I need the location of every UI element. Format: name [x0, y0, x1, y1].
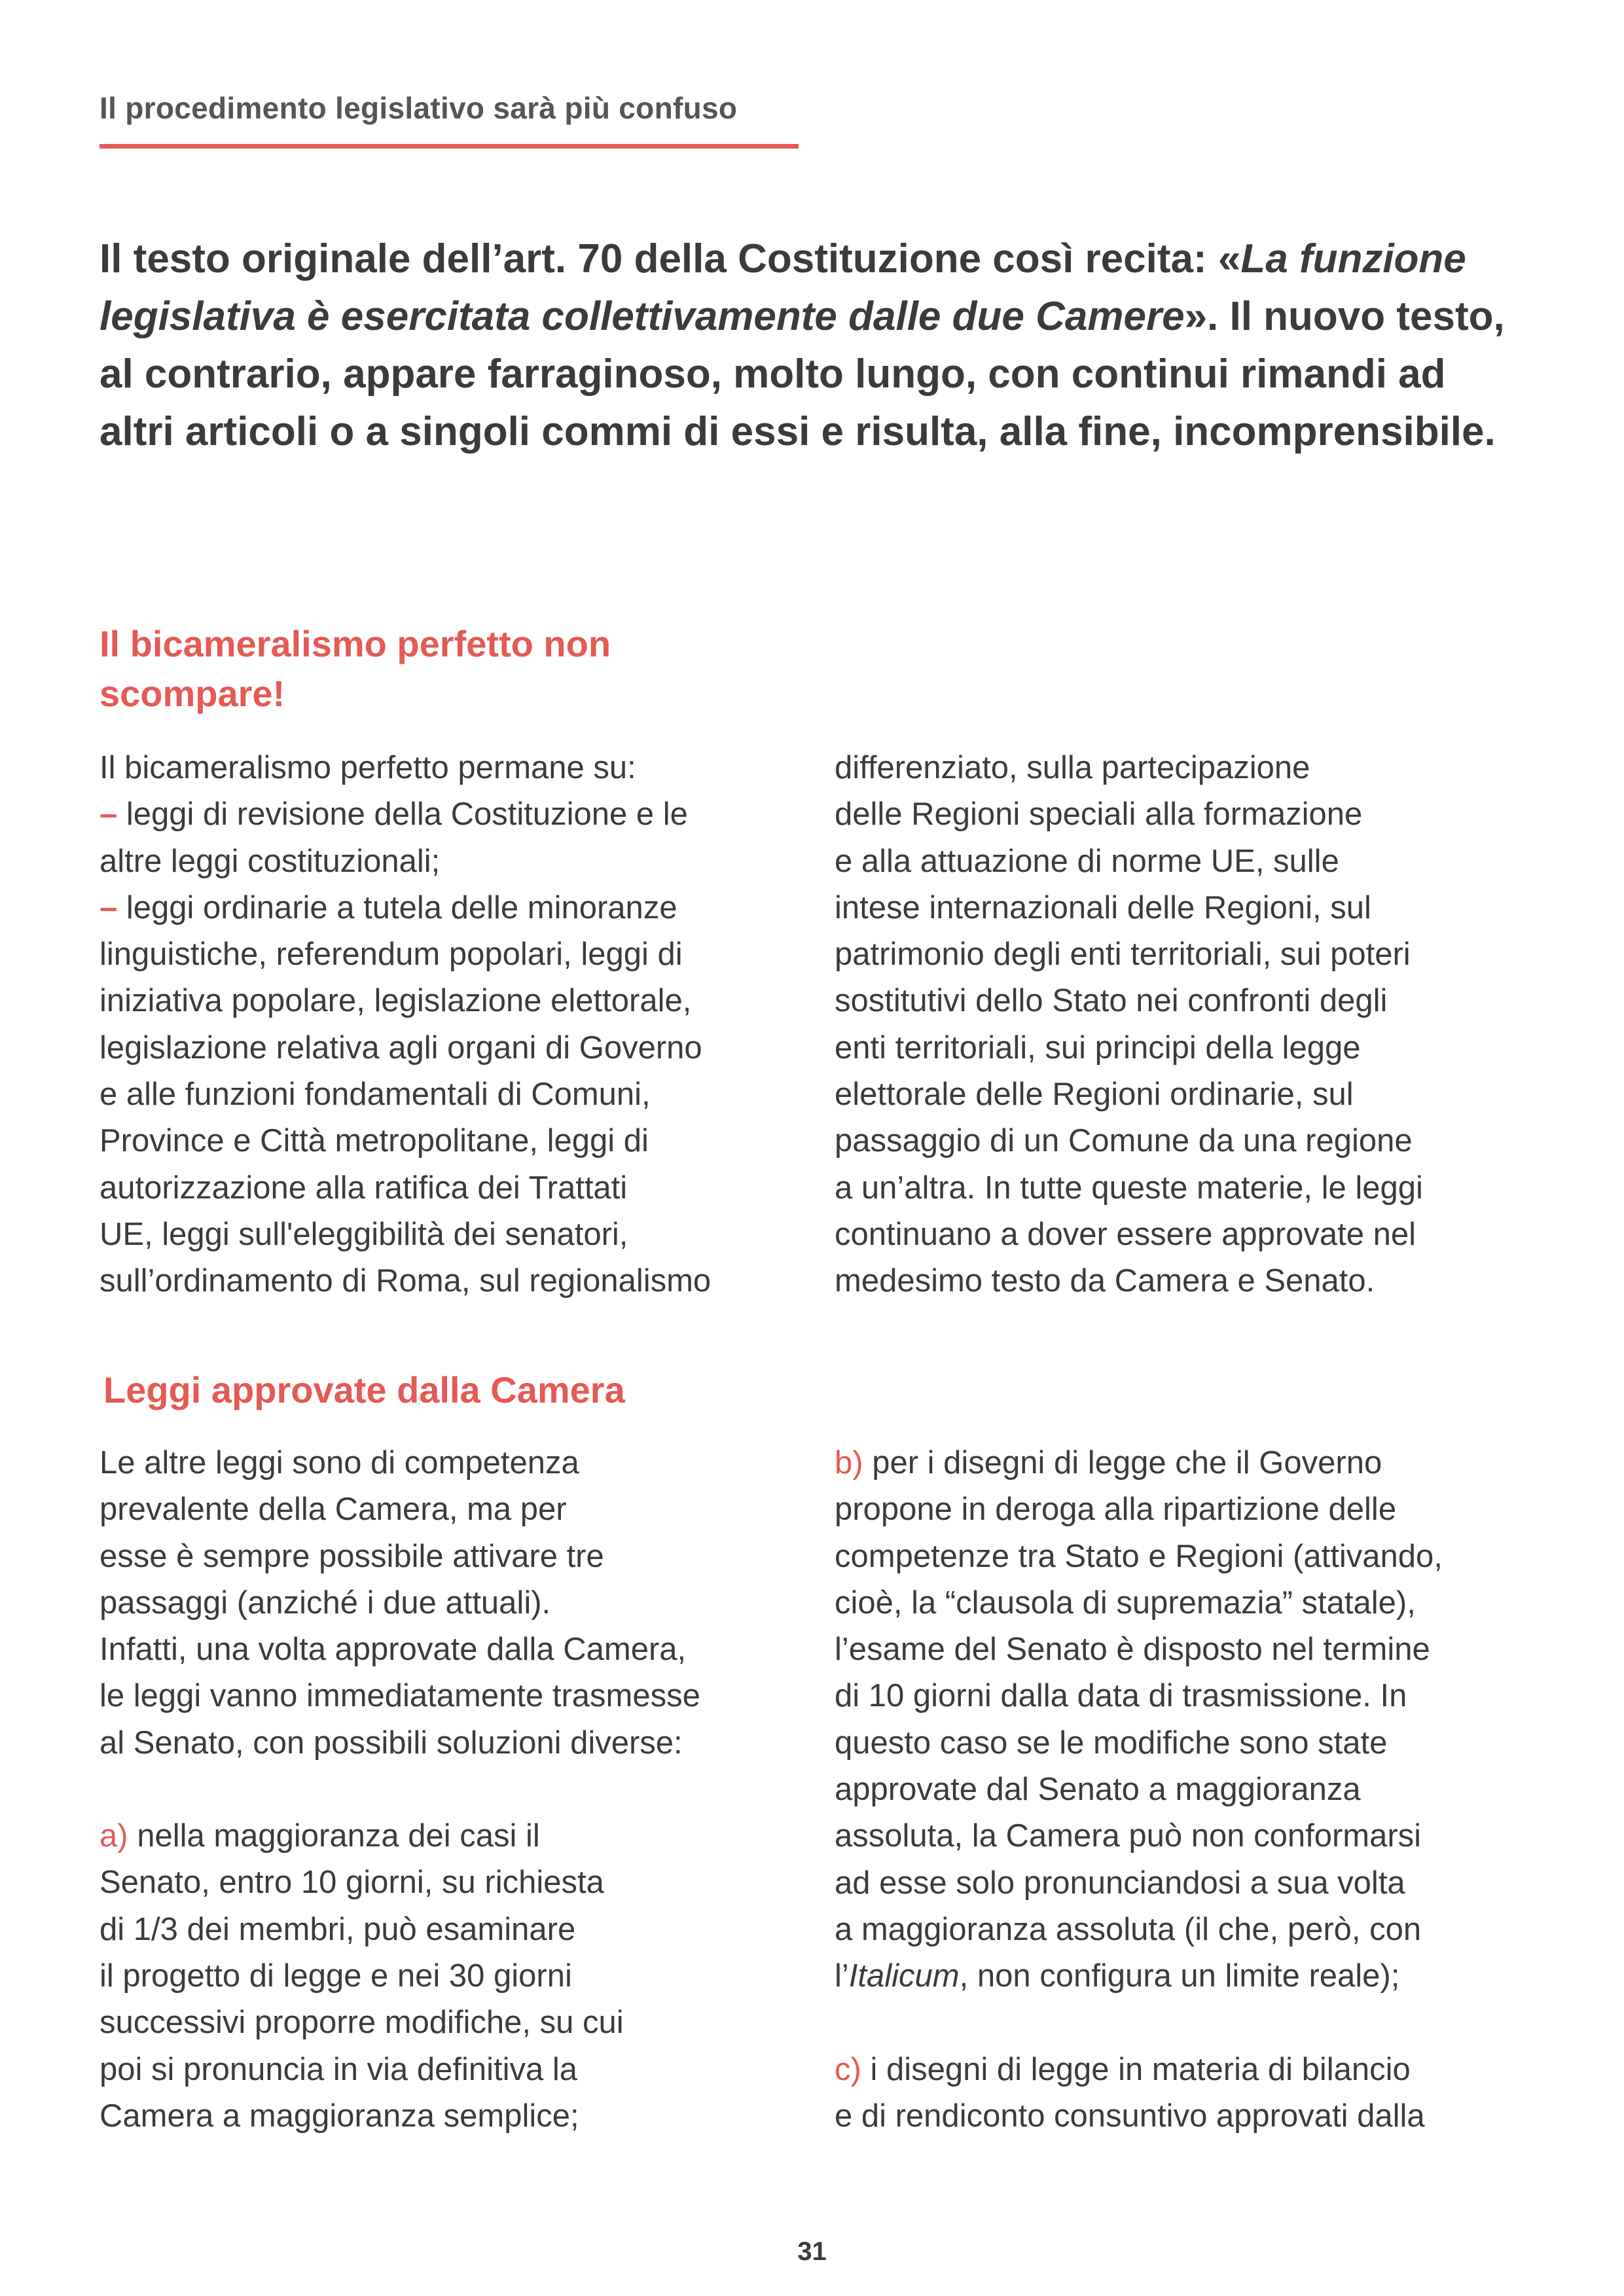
line-text: , non configura un limite reale);	[959, 1958, 1400, 1994]
text-line	[835, 1907, 1443, 1953]
text-line	[99, 1165, 711, 1211]
line-text: a maggioranza assoluta (il che, però, con	[835, 1911, 1422, 1947]
text-line	[835, 1720, 1443, 1767]
line-text: l’	[835, 1958, 849, 1994]
text-line	[99, 1211, 711, 1258]
text-line	[835, 1860, 1443, 1907]
text-line	[99, 978, 711, 1024]
section-title-line: Il bicameralismo perfetto non	[99, 623, 611, 664]
list-dash: –	[99, 797, 118, 833]
line-text: questo caso se le modifiche sono state	[835, 1725, 1388, 1761]
text-line: differenziato, sulla partecipazione	[835, 750, 1310, 785]
line-text: Province e Città metropolitane, leggi di	[99, 1123, 649, 1159]
line-text: ad esse solo pronunciandosi a sua volta	[835, 1865, 1405, 1901]
list-dash: –	[99, 889, 118, 925]
line-text: poi si pronuncia in via definitiva la	[99, 2051, 577, 2087]
text-line	[835, 1767, 1443, 1813]
line-text: leggi ordinarie a tutela delle minoranze	[117, 889, 677, 925]
text-line: Infatti, una volta approvate dalla Camera,	[99, 1632, 687, 1668]
text-line	[835, 1580, 1443, 1626]
text-line	[99, 1118, 711, 1164]
section-title-bicameralismo	[99, 619, 611, 719]
text-line	[835, 1813, 1443, 1859]
text-line	[99, 1813, 700, 1859]
text-line	[99, 1953, 700, 2000]
text-line	[99, 791, 711, 838]
lead-text-2: ». Il nuovo testo, al contrario, appare farraginoso, molto lungo, con continui rimandi ad altri articoli o a singoli commi di essi e risulta, alla fine, incomprensibile.	[99, 294, 1505, 454]
list-marker: c)	[835, 2051, 861, 2087]
line-text: autorizzazione alla ratifica dei Trattati	[99, 1170, 628, 1206]
running-header: Il procedimento legislativo sarà più confuso	[99, 91, 738, 125]
lead-paragraph	[99, 230, 1513, 461]
text-line	[835, 2093, 1443, 2140]
line-text: e di rendiconto consuntivo approvati dalla	[835, 2098, 1425, 2134]
text-line: medesimo testo da Camera e Senato.	[835, 1263, 1375, 1299]
text-line	[99, 931, 711, 978]
paragraph-gap	[99, 1767, 700, 1813]
text-line: le leggi vanno immediatamente trasmesse	[99, 1678, 700, 1714]
list-marker: b)	[835, 1445, 863, 1480]
page-number: 31	[797, 2237, 827, 2266]
list-marker: a)	[99, 1818, 128, 1854]
text-line	[99, 1025, 711, 1071]
line-text: approvate dal Senato a maggioranza	[835, 1772, 1361, 1808]
line-text: l’esame del Senato è disposto nel termine	[835, 1632, 1430, 1668]
bicameralismo-right-column	[835, 745, 1423, 1305]
line-text: leggi di revisione della Costituzione e le	[117, 797, 688, 833]
text-line	[99, 885, 711, 931]
line-text: nella maggioranza dei casi il	[128, 1818, 540, 1854]
lead-quote: La funzione legislativa è esercitata collettivamente dalle due Camere	[99, 236, 1466, 339]
text-line: passaggi (anziché i due attuali).	[99, 1585, 551, 1621]
line-text: legislazione relativa agli organi di Governo	[99, 1030, 702, 1066]
text-line	[835, 1953, 1443, 2000]
line-text: assoluta, la Camera può non conformarsi	[835, 1818, 1422, 1854]
text-line	[835, 1673, 1443, 1719]
text-line	[99, 2093, 700, 2140]
leggi-camera-left-column	[99, 1440, 700, 2140]
paragraph-gap	[835, 2000, 1443, 2047]
text-line: prevalente della Camera, ma per	[99, 1492, 567, 1528]
line-text: successivi proporre modifiche, su cui	[99, 2005, 624, 2041]
line-text: Camera a maggioranza semplice;	[99, 2098, 579, 2134]
line-text: altre leggi costituzionali;	[99, 843, 441, 879]
section-title-leggi-camera: Leggi approvate dalla Camera	[103, 1369, 625, 1410]
line-text: UE, leggi sull'eleggibilità dei senatori,	[99, 1216, 628, 1252]
text-line: elettorale delle Regioni ordinarie, sul	[835, 1077, 1354, 1113]
text-line: intese internazionali delle Regioni, sul	[835, 889, 1371, 925]
bicameralismo-left-column	[99, 745, 711, 1305]
text-line: al Senato, con possibili soluzioni diverse:	[99, 1725, 683, 1761]
text-line: delle Regioni speciali alla formazione	[835, 797, 1363, 833]
line-text: competenze tra Stato e Regioni (attivando,	[835, 1538, 1443, 1574]
lead-text-1: Il testo originale dell’art. 70 della Costituzione così recita: «	[99, 236, 1241, 281]
text-line	[835, 1486, 1443, 1533]
line-text: di 1/3 dei membri, può esaminare	[99, 1911, 576, 1947]
line-text: iniziativa popolare, legislazione elettorale,	[99, 983, 692, 1019]
text-line	[99, 1859, 700, 1906]
text-line: enti territoriali, sui principi della legge	[835, 1030, 1361, 1066]
line-text: di 10 giorni dalla data di trasmissione. In	[835, 1678, 1407, 1714]
text-line: a un’altra. In tutte queste materie, le leggi	[835, 1170, 1423, 1206]
text-line	[835, 2047, 1443, 2093]
text-line: continuano a dover essere approvate nel	[835, 1216, 1416, 1252]
line-text: Senato, entro 10 giorni, su richiesta	[99, 1865, 604, 1901]
text-line: Le altre leggi sono di competenza	[99, 1445, 579, 1480]
text-line: e alla attuazione di norme UE, sulle	[835, 843, 1339, 879]
line-text: propone in deroga alla ripartizione delle	[835, 1492, 1397, 1528]
text-line: passaggio di un Comune da una regione	[835, 1123, 1413, 1159]
line-text: i disegni di legge in materia di bilancio	[861, 2051, 1411, 2087]
text-line	[99, 2000, 700, 2046]
text-line: esse è sempre possibile attivare tre	[99, 1538, 604, 1574]
text-line	[835, 1534, 1443, 1580]
text-line	[99, 745, 711, 791]
leggi-camera-right-column	[835, 1440, 1443, 2140]
text-line	[835, 1440, 1443, 1486]
line-text: il progetto di legge e nei 30 giorni	[99, 1958, 572, 1994]
line-text: Il bicameralismo perfetto permane su:	[99, 750, 636, 785]
line-text: per i disegni di legge che il Governo	[863, 1445, 1382, 1480]
italic-term: Italicum	[848, 1958, 960, 1994]
text-line: sostitutivi dello Stato nei confronti degli	[835, 983, 1388, 1019]
text-line	[99, 838, 711, 885]
section-title-line: scompare!	[99, 673, 285, 714]
text-line	[99, 1071, 711, 1118]
line-text: linguistiche, referendum popolari, leggi di	[99, 937, 683, 973]
text-line	[99, 1907, 700, 1953]
header-rule	[99, 144, 799, 149]
text-line	[99, 2047, 700, 2093]
text-line	[835, 1626, 1443, 1673]
text-line: patrimonio degli enti territoriali, sui poteri	[835, 937, 1411, 973]
line-text: e alle funzioni fondamentali di Comuni,	[99, 1077, 651, 1113]
line-text: cioè, la “clausola di supremazia” statale),	[835, 1585, 1416, 1621]
text-line	[99, 1258, 711, 1304]
line-text: sull’ordinamento di Roma, sul regionalismo	[99, 1263, 712, 1299]
